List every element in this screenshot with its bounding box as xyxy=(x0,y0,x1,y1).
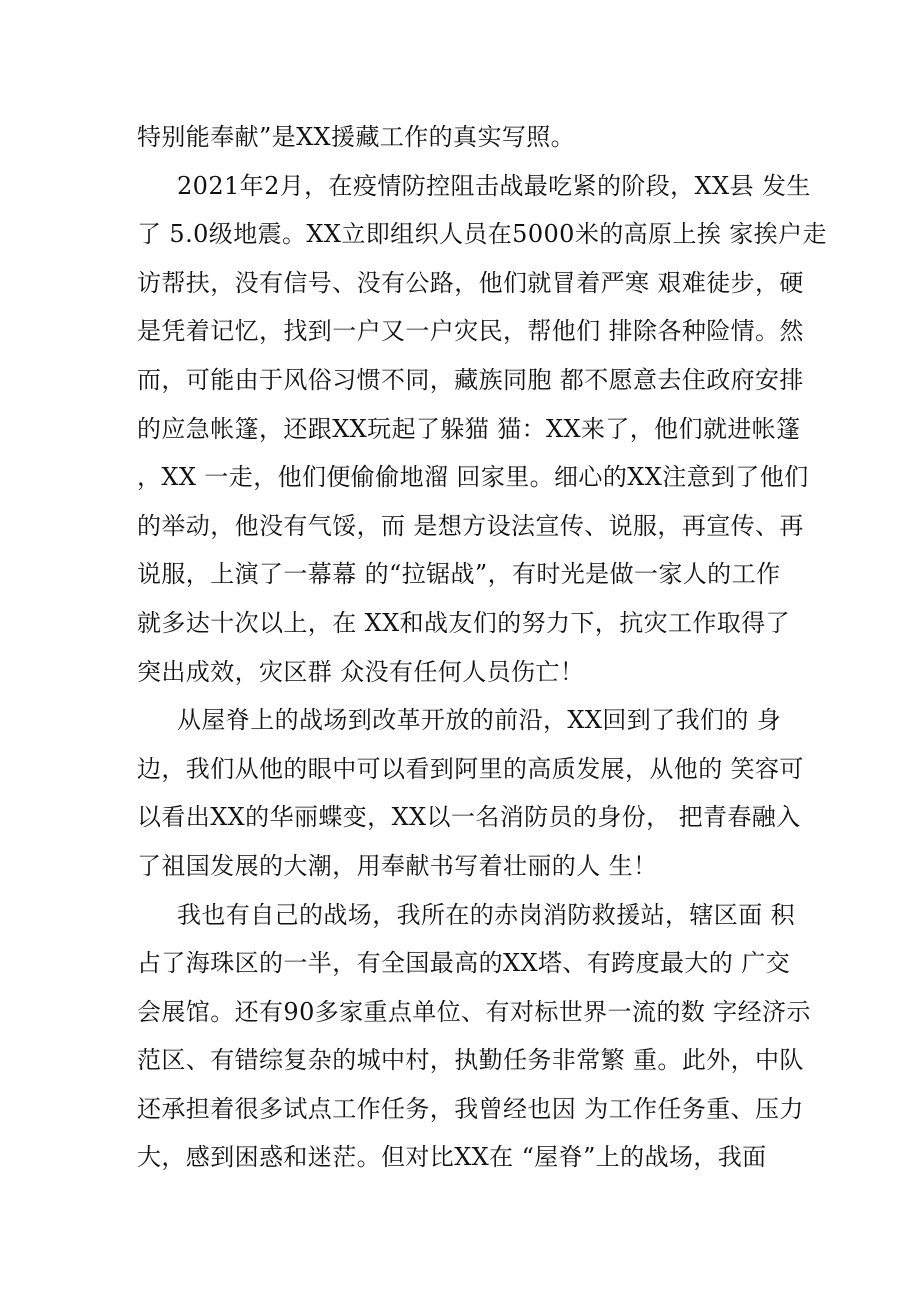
text-line: 的应急帐篷，还跟XX玩起了躲猫 猫：XX来了，他们就进帐篷 xyxy=(137,414,801,443)
text-line: 了祖国发展的大潮，用奉献书写着壮丽的人 生！ xyxy=(137,851,658,880)
text-line: 说服，上演了一幕幕 的“拉锯战”，有时光是做一家人的工作 xyxy=(137,560,781,589)
text-line: 了 5.0级地震。XX立即组织人员在5000米的高原上挨 家挨户走 xyxy=(137,220,827,249)
text-line: 我也有自己的战场，我所在的赤岗消防救援站，辖区面 积 xyxy=(177,900,796,929)
text-line: 会展馆。还有90多家重点单位、有对标世界一流的数 字经济示 xyxy=(137,997,811,1026)
text-line: 突出成效，灾区群 众没有任何人员伤亡！ xyxy=(137,657,585,686)
text-line: 就多达十次以上，在 XX和战友们的努力下，抗灾工作取得了 xyxy=(137,608,790,637)
text-line: 以看出XX的华丽蝶变，XX以一名消防员的身份， 把青春融入 xyxy=(137,803,801,832)
text-line: 访帮扶，没有信号、没有公路，他们就冒着严寒 艰难徒步，硬 xyxy=(137,268,804,297)
text-line: 而，可能由于风俗习惯不同，藏族同胞 都不愿意去住政府安排 xyxy=(137,365,804,394)
text-line: ，XX 一走，他们便偷偷地溜 回家里。细心的XX注意到了他们 xyxy=(137,463,809,492)
text-line: 还承担着很多试点工作任务，我曾经也因 为工作任务重、压力 xyxy=(137,1094,804,1123)
text-line: 特别能奉献”是XX援藏工作的真实写照。 xyxy=(137,123,576,151)
text-line: 是凭着记忆，找到一户又一户灾民，帮他们 排除各种险情。然 xyxy=(137,317,804,346)
text-line: 的举动，他没有气馁，而 是想方设法宣传、说服，再宣传、再 xyxy=(137,511,804,540)
text-line: 2021年2月，在疫情防控阻击战最吃紧的阶段，XX县 发生 xyxy=(177,171,811,200)
body-text xyxy=(137,113,827,1182)
text-line: 范区、有错综复杂的城中村，执勤任务非常繁 重。此外，中队 xyxy=(137,1046,804,1075)
text-line: 从屋脊上的战场到改革开放的前沿，XX回到了我们的 身 xyxy=(177,706,782,735)
text-line: 占了海珠区的一半，有全国最高的XX塔、有跨度最大的 广交 xyxy=(137,949,790,978)
text-line: 边，我们从他的眼中可以看到阿里的高质发展，从他的 笑容可 xyxy=(137,754,804,783)
text-line: 大，感到困惑和迷茫。但对比XX在 “屋脊”上的战场，我面 xyxy=(137,1143,767,1172)
